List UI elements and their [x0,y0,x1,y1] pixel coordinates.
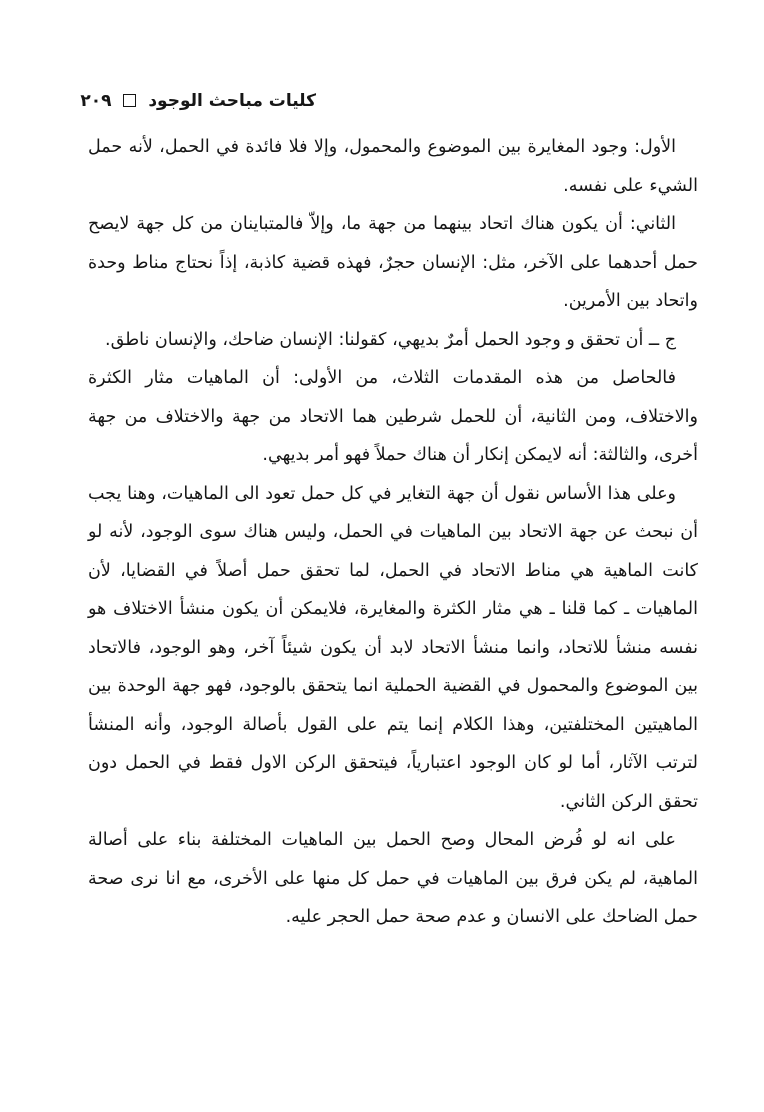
paragraph-second-condition: الثاني: أن يكون هناك اتحاد بينهما من جهة ما، وإلاّ فالمتباينان من كل جهة لايصح حمل أحدهما على الآخر، مثل: الإنسان حجرٌ، فهذه قضية كاذبة، إذاً نحتاج مناط وحدة واتحاد بين الأمرين. [88,214,698,311]
header-title: كليات مباحث الوجود [148,91,316,111]
paragraph-first-condition: الأول: وجود المغايرة بين الموضوع والمحمول، وإلا فلا فائدة في الحمل، لأنه حمل الشيء على نفسه. [88,137,698,196]
running-header [76,86,316,116]
page-number: ٢٠٩ [80,91,112,111]
paragraph-summary: فالحاصل من هذه المقدمات الثلاث، من الأولى: أن الماهيات مثار الكثرة والاختلاف، ومن الثانية، أن للحمل شرطين هما الاتحاد من جهة والاختلاف من جهة أخرى، والثالثة: أنه لايمكن إنكار أن هناك حملاً فهو أمر بديهي. [88,368,698,465]
paragraph-conclusion: على انه لو فُرض المحال وصح الحمل بين الماهيات المختلفة بناء على أصالة الماهية، لم يكن فرق بين الماهيات في حمل كل منها على الأخرى، مع انا نرى صحة حمل الضاحك على الانسان و عدم صحة حمل الحجر عليه. [88,830,698,927]
body-text [88,128,698,937]
paragraph-third-condition: ج ــ أن تحقق و وجود الحمل أمرٌ بديهي، كقولنا: الإنسان ضاحك، والإنسان ناطق. [105,329,676,350]
paragraph-argument: وعلى هذا الأساس نقول أن جهة التغاير في كل حمل تعود الى الماهيات، وهنا يجب أن نبحث عن جهة الاتحاد بين الماهيات في الحمل، وليس هناك سوى الوجود، لأنه لو كانت الماهية هي مناط الاتحاد في الحمل، لما تحقق حمل أصلاً في القضايا، لأن الماهيات ـ كما قلنا ـ هي مثار الكثرة والمغايرة، فلايمكن أن يكون منشأ الاختلاف هو نفسه منشأ للاتحاد، وانما منشأ الاتحاد لابد أن يكون شيئاً آخر، وهو الوجود، فالاتحاد بين الموضوع والمحمول في القضية الحملية انما يتحقق بالوجود، فهو جهة الوحدة بين الماهيتين المختلفتين، وهذا الكلام إنما يتم على القول بأصالة الوجود، وأنه المنشأ لترتب الآثار، أما لو كان الوجود اعتبارياً، فيتحقق الركن الاول فقط في الحمل دون تحقق الركن الثاني. [88,483,698,812]
square-separator-icon [123,94,136,107]
